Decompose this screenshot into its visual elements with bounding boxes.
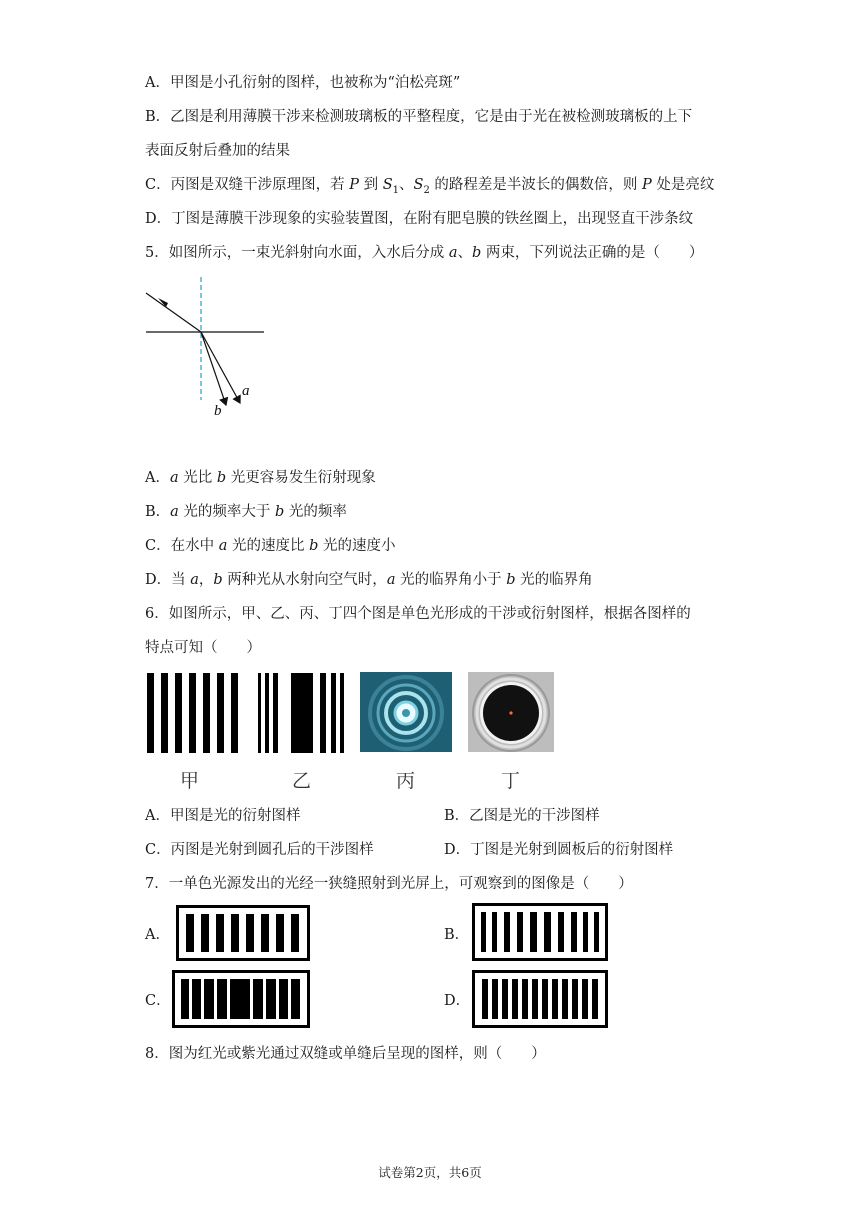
q7-option-c-image	[172, 970, 310, 1028]
q8-stem: 8．图为红光或紫光通过双缝或单缝后呈现的图样，则（ ）	[145, 1046, 546, 1062]
q7-option-b-image	[472, 903, 608, 961]
ray-label-b: b	[214, 403, 222, 419]
q6-option-a: A．甲图是光的衍射图样	[145, 808, 301, 824]
q4-option-c: C．丙图是双缝干涉原理图，若 P 到 $S_1$、$S_2$ 的路程差是半波长的偶数倍，则 P 处是亮纹	[145, 177, 715, 196]
caption-yi: 乙	[292, 770, 312, 792]
q4-option-b-line1: B．乙图是利用薄膜干涉来检测玻璃板的平整程度，它是由于光在被检测玻璃板的上下	[145, 109, 693, 125]
q7-label-c: C．	[145, 993, 171, 1009]
pattern-jia-image	[147, 673, 239, 753]
q7-option-a-image	[176, 905, 310, 961]
q5-option-b: B．a 光的频率大于 b 光的频率	[145, 504, 347, 520]
q6-option-c: C．丙图是光射到圆孔后的干涉图样	[145, 842, 374, 858]
caption-bing: 丙	[396, 770, 416, 792]
q5-option-c: C．在水中 a 光的速度比 b 光的速度小	[145, 538, 396, 554]
refracted-ray-a	[201, 332, 240, 403]
refracted-ray-b	[201, 332, 226, 405]
caption-ding: 丁	[501, 770, 521, 792]
incident-ray	[146, 293, 201, 332]
q5-option-d: D．当 a，b 两种光从水射向空气时，a 光的临界角小于 b 光的临界角	[145, 572, 593, 588]
q7-option-d-image	[472, 970, 608, 1028]
page-footer: 试卷第2页，共6页	[378, 1165, 482, 1180]
q4-option-d: D．丁图是薄膜干涉现象的实验装置图，在附有肥皂膜的铁丝圈上，出现竖直干涉条纹	[145, 211, 694, 227]
q7-stem: 7．一单色光源发出的光经一狭缝照射到光屏上，可观察到的图像是（ ）	[145, 876, 633, 892]
q6-option-d: D．丁图是光射到圆板后的衍射图样	[444, 842, 674, 858]
q6-stem-line1: 6．如图所示，甲、乙、丙、丁四个图是单色光形成的干涉或衍射图样，根据各图样的	[145, 606, 691, 622]
refraction-figure	[140, 275, 275, 425]
q7-label-a: A．	[145, 927, 170, 943]
pattern-yi-image	[258, 673, 348, 753]
q7-label-b: B．	[444, 927, 470, 943]
q5-stem: 5．如图所示，一束光斜射向水面，入水后分成 a、b 两束，下列说法正确的是（ ）	[145, 245, 704, 261]
q6-option-b: B．乙图是光的干涉图样	[444, 808, 600, 824]
q4-option-a: A．甲图是小孔衍射的图样，也被称为“泊松亮斑”	[145, 75, 461, 91]
caption-jia: 甲	[180, 770, 200, 792]
ray-label-a: a	[242, 383, 250, 399]
q5-option-a: A．a 光比 b 光更容易发生衍射现象	[145, 470, 376, 486]
pattern-bing-image	[360, 672, 452, 752]
q7-label-d: D．	[444, 993, 471, 1009]
q4-option-b-line2: 表面反射后叠加的结果	[145, 143, 290, 159]
pattern-ding-image	[468, 672, 554, 752]
q6-stem-line2: 特点可知（ ）	[145, 640, 261, 656]
